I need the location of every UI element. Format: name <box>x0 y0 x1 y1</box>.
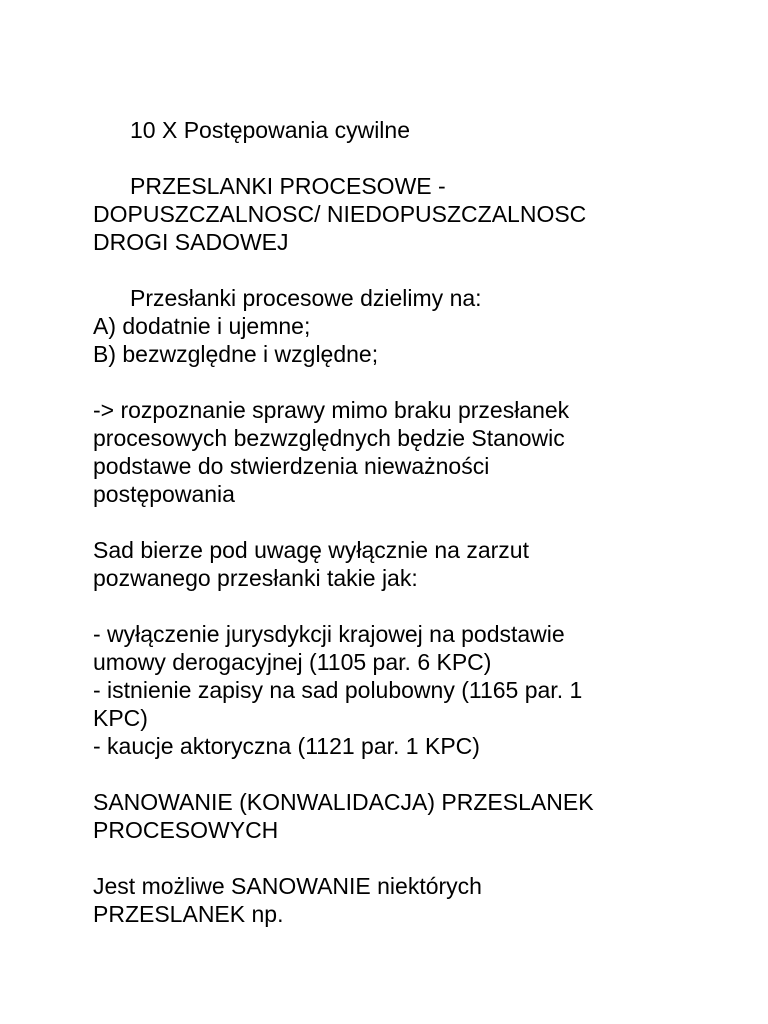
intro-paragraph: Przesłanki procesowe dzielimy na: <box>130 285 482 311</box>
section-heading-line: SANOWANIE (KONWALIDACJA) PRZESLANEK <box>93 789 594 815</box>
spacer <box>93 144 673 172</box>
note-line: postępowania <box>93 481 235 507</box>
section-heading-line: DROGI SADOWEJ <box>93 229 289 255</box>
list-item: umowy derogacyjnej (1105 par. 6 KPC) <box>93 649 492 675</box>
list-item: KPC) <box>93 705 148 731</box>
court-paragraph-line: Sad bierze pod uwagę wyłącznie na zarzut <box>93 537 529 563</box>
closing-line: PRZESLANEK np. <box>93 901 284 927</box>
note-line: procesowych bezwzględnych będzie Stanowic <box>93 425 565 451</box>
note-line: podstawe do stwierdzenia nieważności <box>93 453 490 479</box>
list-item: A) dodatnie i ujemne; <box>93 313 311 339</box>
spacer <box>93 508 673 536</box>
list-item: - kaucje aktoryczna (1121 par. 1 KPC) <box>93 733 480 759</box>
section-heading-line: PROCESOWYCH <box>93 817 279 843</box>
document-title: 10 X Postępowania cywilne <box>130 117 410 143</box>
list-item: - wyłączenie jurysdykcji krajowej na podstawie <box>93 621 565 647</box>
document-body <box>93 116 673 928</box>
spacer <box>93 256 673 284</box>
spacer <box>93 844 673 872</box>
spacer <box>93 760 673 788</box>
section-heading-line: PRZESLANKI PROCESOWE - <box>130 173 446 199</box>
note-line: -> rozpoznanie sprawy mimo braku przesłanek <box>93 397 570 423</box>
spacer <box>93 592 673 620</box>
list-item: B) bezwzględne i względne; <box>93 341 379 367</box>
spacer <box>93 368 673 396</box>
section-heading-line: DOPUSZCZALNOSC/ NIEDOPUSZCZALNOSC <box>93 201 587 227</box>
closing-line: Jest możliwe SANOWANIE niektórych <box>93 873 482 899</box>
list-item: - istnienie zapisy na sad polubowny (1165 par. 1 <box>93 677 583 703</box>
court-paragraph-line: pozwanego przesłanki takie jak: <box>93 565 418 591</box>
